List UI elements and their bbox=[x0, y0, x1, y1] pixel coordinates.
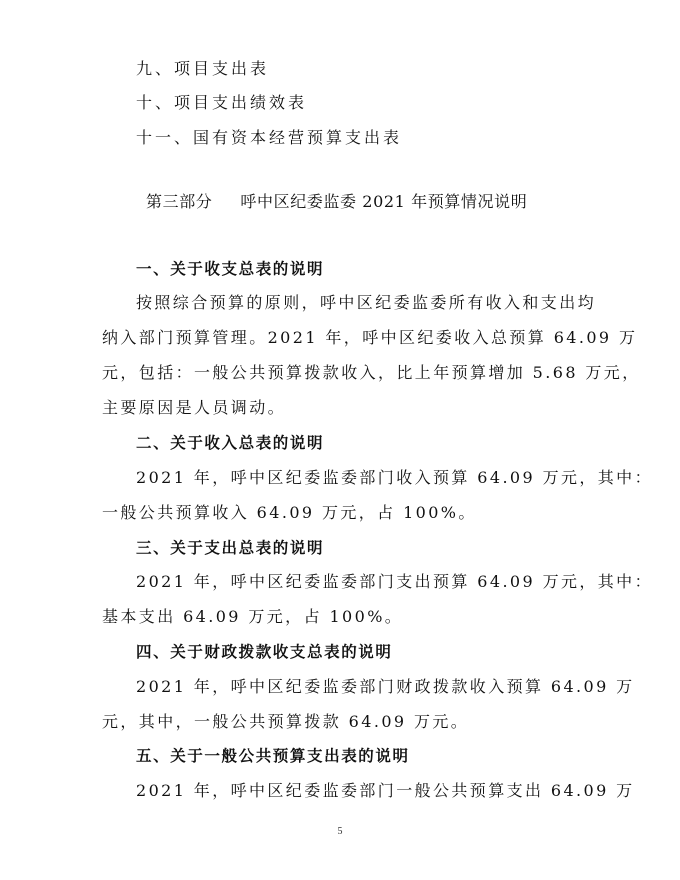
paragraph-line: 按照综合预算的原则，呼中区纪委监委所有收入和支出均 bbox=[136, 293, 597, 312]
part-title: 呼中区纪委监委 2021 年预算情况说明 bbox=[240, 192, 528, 211]
section-heading: 五、关于一般公共预算支出表的说明 bbox=[136, 747, 410, 765]
part-label: 第三部分 bbox=[146, 192, 213, 211]
paragraph-line: 主要原因是人员调动。 bbox=[102, 398, 287, 417]
toc-item: 十一、国有资本经营预算支出表 bbox=[136, 128, 403, 147]
paragraph-line: 2021 年，呼中区纪委监委部门一般公共预算支出 64.09 万 bbox=[136, 781, 635, 800]
paragraph-line: 2021 年，呼中区纪委监委部门收入预算 64.09 万元，其中： bbox=[136, 468, 653, 487]
section-heading: 二、关于收入总表的说明 bbox=[136, 434, 325, 452]
part-heading bbox=[146, 191, 624, 213]
section-heading: 一、关于收支总表的说明 bbox=[136, 260, 325, 278]
section-heading: 四、关于财政拨款收支总表的说明 bbox=[136, 643, 393, 661]
paragraph-line: 纳入部门预算管理。2021 年，呼中区纪委收入总预算 64.09 万 bbox=[102, 328, 638, 347]
paragraph-line: 元，包括：一般公共预算拨款收入，比上年预算增加 5.68 万元， bbox=[102, 363, 641, 382]
section-heading: 三、关于支出总表的说明 bbox=[136, 539, 325, 557]
page-number: 5 bbox=[337, 826, 343, 837]
paragraph-line: 2021 年，呼中区纪委监委部门支出预算 64.09 万元，其中： bbox=[136, 572, 653, 591]
toc-item: 九、项目支出表 bbox=[136, 59, 270, 78]
paragraph-line: 2021 年，呼中区纪委监委部门财政拨款收入预算 64.09 万 bbox=[136, 677, 635, 696]
paragraph-line: 元，其中，一般公共预算拨款 64.09 万元。 bbox=[102, 712, 470, 731]
paragraph-line: 一般公共预算收入 64.09 万元，占 100%。 bbox=[102, 503, 477, 522]
paragraph-line: 基本支出 64.09 万元，占 100%。 bbox=[102, 607, 404, 626]
toc-item: 十、项目支出绩效表 bbox=[136, 93, 308, 112]
